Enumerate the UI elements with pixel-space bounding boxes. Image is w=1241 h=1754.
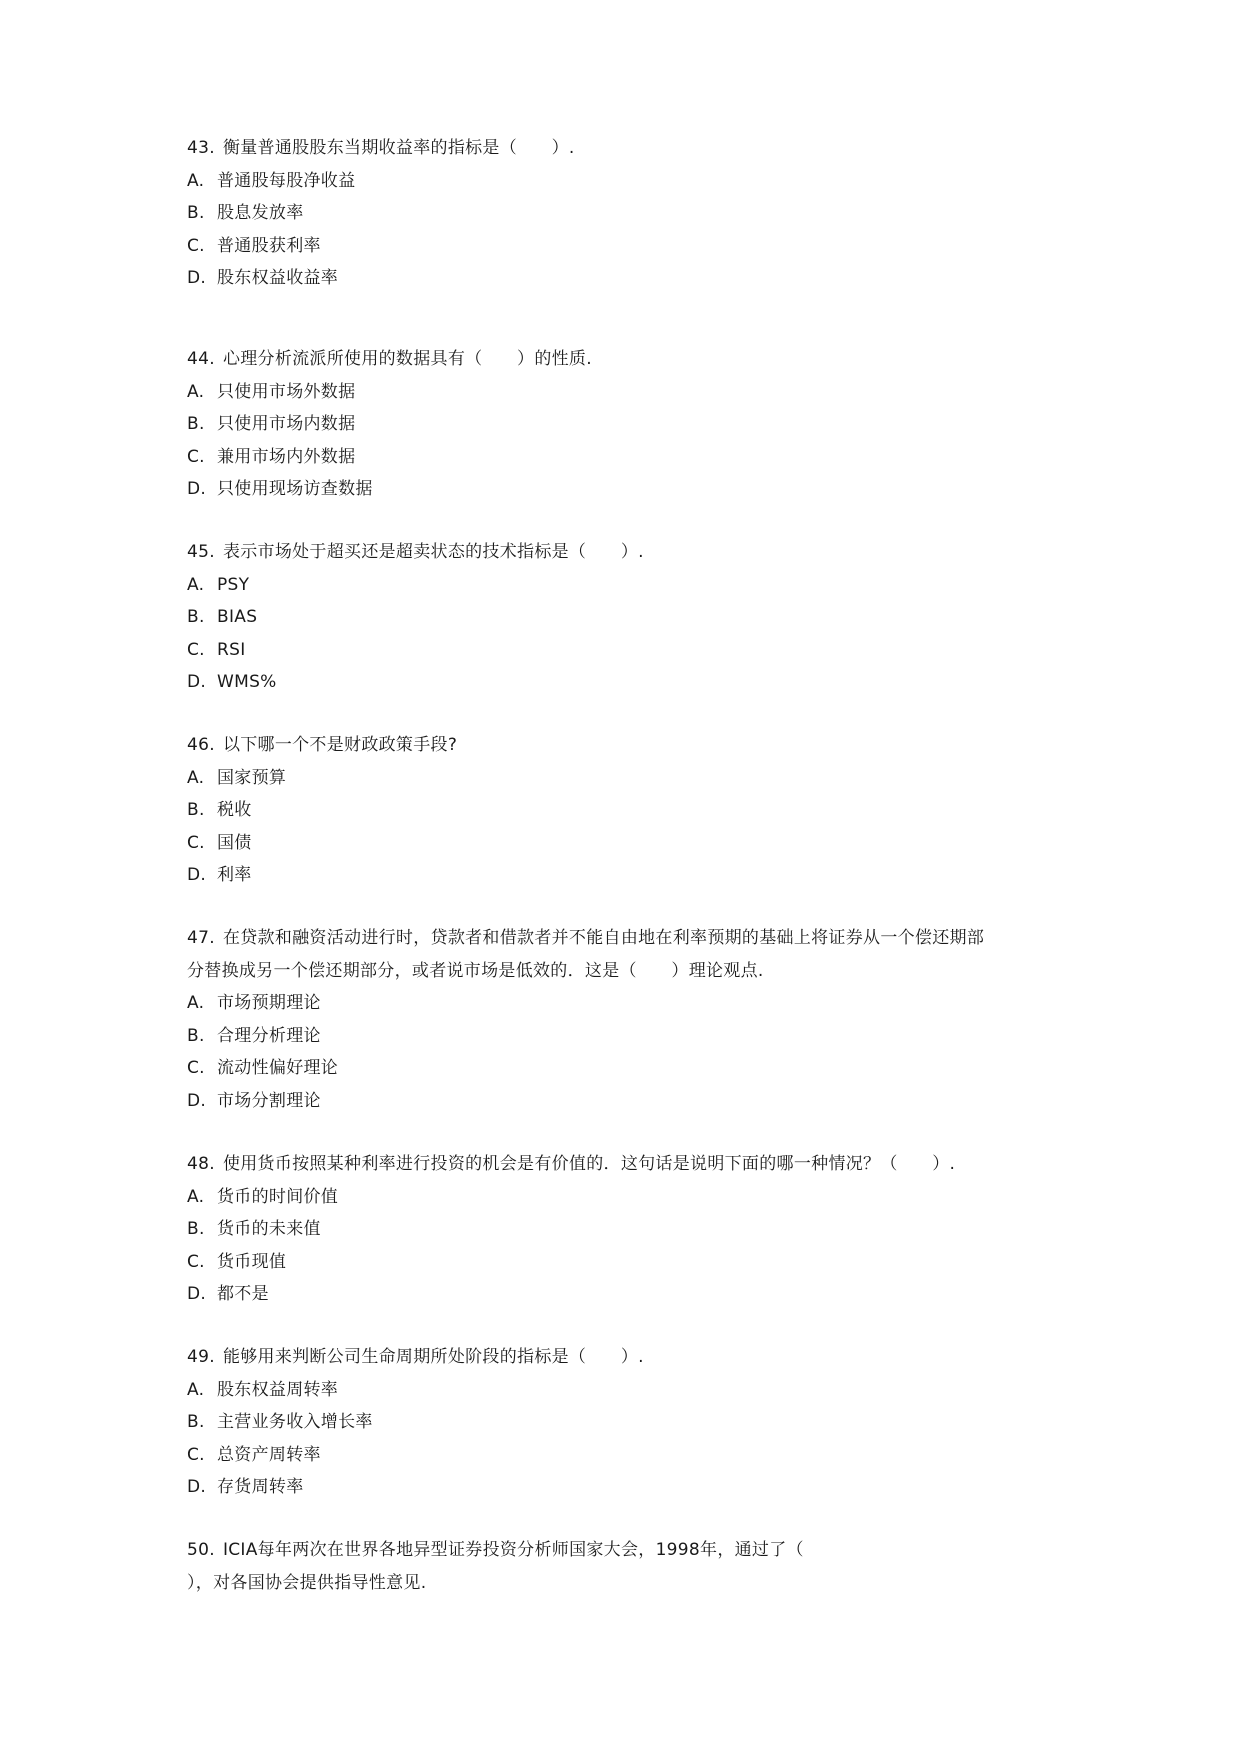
question-text: 以下哪一个不是财政政策手段? xyxy=(222,735,458,755)
question-stem xyxy=(187,343,1067,376)
question-45 xyxy=(187,536,1067,699)
question-text: 心理分析流派所使用的数据具有（ ）的性质. xyxy=(222,349,592,369)
option-text: 都不是 xyxy=(217,1284,269,1304)
question-number: 48. xyxy=(187,1154,215,1174)
option-b xyxy=(187,1020,1067,1053)
option-letter: A. xyxy=(187,1379,205,1400)
option-letter: A. xyxy=(187,170,205,191)
option-letter: B. xyxy=(187,800,205,820)
option-letter: B. xyxy=(187,1412,205,1432)
option-c xyxy=(187,634,1067,667)
option-text: 普通股每股净收益 xyxy=(217,170,356,191)
question-50 xyxy=(187,1534,1067,1599)
question-text: 能够用来判断公司生命周期所处阶段的指标是（ ）. xyxy=(222,1347,644,1367)
option-b xyxy=(187,794,1067,827)
option-c xyxy=(187,1439,1067,1472)
question-text-line-1: ICIA每年两次在世界各地异型证券投资分析师国家大会，1998年，通过了（ xyxy=(222,1540,804,1560)
option-letter: C. xyxy=(187,1058,205,1078)
option-d xyxy=(187,1085,1067,1118)
option-letter: C. xyxy=(187,446,205,467)
question-number: 50. xyxy=(187,1540,215,1560)
question-49 xyxy=(187,1341,1067,1504)
option-letter: D. xyxy=(187,1477,207,1497)
option-letter: A. xyxy=(187,993,205,1013)
option-c xyxy=(187,827,1067,860)
option-a xyxy=(187,1181,1067,1214)
option-text: 只使用市场内数据 xyxy=(217,414,356,434)
option-text: 国家预算 xyxy=(217,767,287,788)
option-d xyxy=(187,1278,1067,1311)
option-d xyxy=(187,262,1067,295)
option-text: 只使用市场外数据 xyxy=(217,381,356,402)
option-d xyxy=(187,859,1067,892)
option-letter: A. xyxy=(187,574,205,595)
question-text-line-2: ），对各国协会提供指导性意见. xyxy=(187,1572,427,1593)
option-text: 股东权益周转率 xyxy=(217,1379,339,1400)
option-text: 利率 xyxy=(217,865,252,885)
question-44 xyxy=(187,343,1067,506)
question-stem-continuation xyxy=(187,955,1067,988)
option-a xyxy=(187,165,1067,198)
question-stem xyxy=(187,1148,1067,1181)
option-letter: B. xyxy=(187,607,205,627)
question-stem xyxy=(187,922,1067,955)
option-text: 股息发放率 xyxy=(217,203,304,223)
option-text: 税收 xyxy=(217,800,252,820)
option-text: 主营业务收入增长率 xyxy=(217,1412,373,1432)
option-text: 总资产周转率 xyxy=(217,1444,321,1465)
option-text: 市场预期理论 xyxy=(217,993,321,1013)
option-text: 存货周转率 xyxy=(217,1477,304,1497)
question-46 xyxy=(187,729,1067,892)
option-letter: A. xyxy=(187,1186,205,1207)
option-c xyxy=(187,230,1067,263)
option-b xyxy=(187,408,1067,441)
option-letter: B. xyxy=(187,1025,205,1046)
option-text: 货币的未来值 xyxy=(217,1219,321,1239)
question-stem xyxy=(187,132,1067,165)
option-a xyxy=(187,376,1067,409)
option-letter: D. xyxy=(187,1090,207,1111)
question-number: 47. xyxy=(187,928,215,948)
option-b xyxy=(187,1406,1067,1439)
option-text: 市场分割理论 xyxy=(217,1090,321,1111)
option-a xyxy=(187,569,1067,602)
option-text: 兼用市场内外数据 xyxy=(217,446,356,467)
option-d xyxy=(187,666,1067,699)
question-stem xyxy=(187,1534,1067,1567)
option-a xyxy=(187,1374,1067,1407)
option-letter: C. xyxy=(187,1444,205,1465)
question-number: 46. xyxy=(187,735,215,755)
option-letter: B. xyxy=(187,1219,205,1239)
option-text: 货币的时间价值 xyxy=(217,1186,339,1207)
option-letter: A. xyxy=(187,767,205,788)
option-text: 股东权益收益率 xyxy=(217,268,339,288)
option-letter: D. xyxy=(187,268,207,288)
option-text: 流动性偏好理论 xyxy=(217,1058,339,1078)
question-text-line-2: 分替换成另一个偿还期部分，或者说市场是低效的．这是（ ）理论观点. xyxy=(187,960,764,981)
option-d xyxy=(187,1471,1067,1504)
option-text: 货币现值 xyxy=(217,1251,287,1272)
option-text: PSY xyxy=(217,574,250,595)
option-text: 普通股获利率 xyxy=(217,235,321,256)
question-number: 44. xyxy=(187,349,215,369)
option-c xyxy=(187,1246,1067,1279)
question-text: 使用货币按照某种利率进行投资的机会是有价值的．这句话是说明下面的哪一种情况？（ ）. xyxy=(222,1154,956,1174)
option-text: 合理分析理论 xyxy=(217,1025,321,1046)
option-d xyxy=(187,473,1067,506)
option-text: 只使用现场访查数据 xyxy=(217,479,373,499)
question-stem-continuation xyxy=(187,1567,1067,1600)
option-letter: D. xyxy=(187,672,207,692)
question-text: 表示市场处于超买还是超卖状态的技术指标是（ ）. xyxy=(222,542,644,562)
option-c xyxy=(187,1052,1067,1085)
option-letter: D. xyxy=(187,479,207,499)
question-text-line-1: 在贷款和融资活动进行时，贷款者和借款者并不能自由地在利率预期的基础上将证券从一个偿还期部 xyxy=(222,928,985,948)
option-b xyxy=(187,197,1067,230)
option-letter: C. xyxy=(187,639,205,660)
question-number: 43. xyxy=(187,138,215,158)
option-letter: B. xyxy=(187,414,205,434)
option-letter: D. xyxy=(187,1284,207,1304)
option-a xyxy=(187,987,1067,1020)
option-b xyxy=(187,601,1067,634)
question-number: 45. xyxy=(187,542,215,562)
option-letter: C. xyxy=(187,1251,205,1272)
question-number: 49. xyxy=(187,1347,215,1367)
question-stem xyxy=(187,536,1067,569)
option-letter: B. xyxy=(187,203,205,223)
question-47 xyxy=(187,922,1067,1117)
option-c xyxy=(187,441,1067,474)
option-a xyxy=(187,762,1067,795)
option-letter: C. xyxy=(187,832,205,853)
question-stem xyxy=(187,729,1067,762)
option-letter: C. xyxy=(187,235,205,256)
question-43 xyxy=(187,132,1067,295)
question-text: 衡量普通股股东当期收益率的指标是（ ）. xyxy=(222,138,575,158)
option-letter: D. xyxy=(187,865,207,885)
question-stem xyxy=(187,1341,1067,1374)
option-text: BIAS xyxy=(217,607,258,627)
option-text: RSI xyxy=(217,639,246,660)
option-letter: A. xyxy=(187,381,205,402)
question-48 xyxy=(187,1148,1067,1311)
option-b xyxy=(187,1213,1067,1246)
option-text: 国债 xyxy=(217,832,252,853)
option-text: WMS% xyxy=(217,672,277,692)
